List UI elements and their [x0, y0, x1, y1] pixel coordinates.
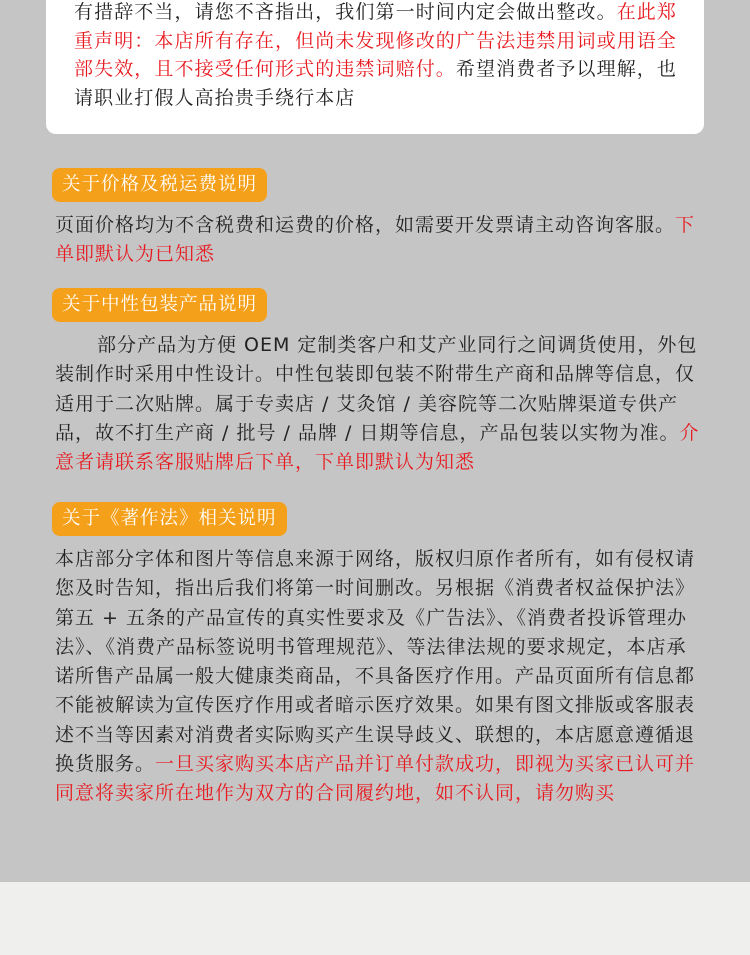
- packaging-text: 部分产品为方便 OEM 定制类客户和艾产业同行之间调货使用，外包装制作时采用中性设计。中性包装即包装不附带生产商和品牌等信息，仅适用于二次贴牌。属于专卖店 / 艾灸馆 / 美容院等二次贴牌渠道专供产品，故不打生产商 / 批号 / 品牌 / 日期等信息，产品包装以实物为准。: [55, 334, 698, 444]
- top-notice-card: [46, 0, 704, 134]
- top-notice-disclaimer: 在此郑重声明：本店所有存在，但尚未发现修改的广告法违禁用词或用语全部失效，且不接受任何形式的违禁词赔付。: [74, 1, 678, 80]
- section-title-packaging: 关于中性包装产品说明: [52, 288, 267, 322]
- section-body-copyright: [55, 545, 705, 809]
- top-notice-tail: 希望消费者予以理解，也请职业打假人高抬贵手绕行本店: [74, 58, 678, 109]
- section-body-packaging: [55, 331, 705, 477]
- price-warning: 下单即默认为已知悉: [55, 214, 696, 266]
- section-title-price: 关于价格及税运费说明: [52, 168, 267, 202]
- section-title-copyright: 关于《著作法》相关说明: [52, 502, 287, 536]
- section-body-price: [55, 211, 705, 270]
- top-notice-lead: 有措辞不当，请您不吝指出，我们第一时间内定会做出整改。: [74, 1, 617, 23]
- top-notice-text: [74, 0, 678, 112]
- copyright-text: 本店部分字体和图片等信息来源于网络，版权归原作者所有，如有侵权请您及时告知，指出后我们将第一时间删改。另根据《消费者权益保护法》第五 + 五条的产品宣传的真实性要求及《广告法》、《消费者投诉管理办法》、《消费产品标签说明书管理规范》、等法律法规的要求规定，本店承诺所售产品属一般大健康类商品，不具备医疗作用。产品页面所有信息都不能被解读为宣传医疗作用或者暗示医疗效果。如果有图文排版或客服表述不当等因素对消费者实际购买产生误导歧义、联想的，本店愿意遵循退换货服务。: [55, 548, 696, 776]
- copyright-warning: 一旦买家购买本店产品并订单付款成功，即视为买家已认可并同意将卖家所在地作为双方的合同履约地，如不认同，请勿购买: [55, 753, 696, 805]
- packaging-warning: 介意者请联系客服贴牌后下单，下单即默认为知悉: [55, 421, 700, 474]
- footer-band: [0, 882, 750, 955]
- price-text: 页面价格均为不含税费和运费的价格，如需要开发票请主动咨询客服。: [55, 214, 676, 236]
